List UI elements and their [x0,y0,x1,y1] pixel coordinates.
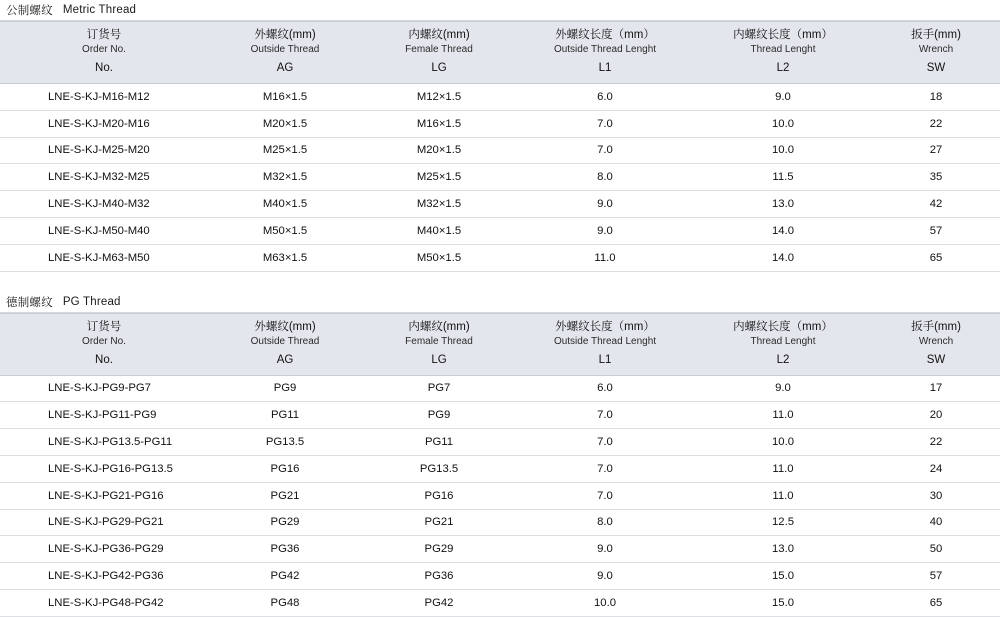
column-header [208,313,362,375]
spec-cell: 22 [872,429,1000,456]
spec-cell: PG29 [362,536,516,563]
table-header-row [0,22,1000,84]
spec-cell: 10.0 [516,589,694,616]
spec-cell: PG21 [208,482,362,509]
spec-cell: PG42 [362,589,516,616]
spec-cell: 12.5 [694,509,872,536]
column-header-en: Thread Lenght [750,335,816,347]
spec-cell: PG29 [208,509,362,536]
table-row [0,429,1000,456]
spec-cell: PG42 [208,563,362,590]
column-header-en: Order No. [82,335,126,347]
spec-cell: 11.5 [694,164,872,191]
spec-cell: 7.0 [516,402,694,429]
spec-cell: M20×1.5 [362,137,516,164]
spec-cell: 57 [872,563,1000,590]
order-number-cell: LNE-S-KJ-PG9-PG7 [0,375,208,402]
spec-cell: M16×1.5 [208,84,362,111]
column-header-en: Outside Thread Lenght [553,44,657,55]
column-header-symbol: L2 [776,62,790,74]
spec-cell: PG21 [362,509,516,536]
column-header-symbol: L2 [776,353,790,366]
spec-cell: 14.0 [694,217,872,244]
spec-cell: M50×1.5 [362,244,516,271]
table-row [0,536,1000,563]
spec-cell: PG7 [362,375,516,402]
spec-cell: 9.0 [516,191,694,218]
spec-cell: 35 [872,164,1000,191]
spec-cell: 7.0 [516,137,694,164]
column-header [0,22,208,84]
spec-cell: PG36 [208,536,362,563]
spec-cell: 7.0 [516,429,694,456]
order-number-cell: LNE-S-KJ-PG42-PG36 [0,563,208,590]
spec-cell: 42 [872,191,1000,218]
column-header-cn: 扳手(mm) [911,320,961,333]
table-row [0,217,1000,244]
section-caption-cn: 公制螺纹 [6,5,53,17]
spec-cell: PG13.5 [208,429,362,456]
column-header-en: Outside Thread [250,335,320,347]
table-row [0,509,1000,536]
spec-cell: 15.0 [694,589,872,616]
spec-cell: 9.0 [516,536,694,563]
column-header-en: Outside Thread [250,44,320,55]
spec-table [0,21,1000,272]
column-header-symbol: No. [95,353,113,366]
column-header [872,313,1000,375]
column-header-symbol: SW [926,62,946,74]
section-caption-en: Metric Thread [62,4,137,16]
table-row [0,191,1000,218]
spec-cell: M25×1.5 [208,137,362,164]
column-header [362,22,516,84]
order-number-cell: LNE-S-KJ-M16-M12 [0,84,208,111]
column-header-symbol: LG [431,353,447,366]
column-header-cn: 外螺纹长度（mm） [555,320,655,333]
spec-cell: 57 [872,217,1000,244]
spec-cell: 65 [872,244,1000,271]
column-header-symbol: L1 [598,353,612,366]
spec-table [0,313,1000,617]
column-header-cn: 外螺纹(mm) [254,320,316,333]
order-number-cell: LNE-S-KJ-PG48-PG42 [0,589,208,616]
spec-cell: 14.0 [694,244,872,271]
table-row [0,589,1000,616]
spec-cell: 9.0 [694,375,872,402]
column-header-cn: 订货号 [86,29,122,41]
spec-cell: PG9 [362,402,516,429]
column-header-en: Thread Lenght [750,44,816,55]
column-header [516,22,694,84]
spec-cell: 13.0 [694,536,872,563]
column-header-cn: 订货号 [86,320,122,333]
spec-cell: M32×1.5 [208,164,362,191]
spec-cell: 30 [872,482,1000,509]
spec-cell: 7.0 [516,455,694,482]
column-header-cn: 内螺纹长度（mm） [733,320,833,333]
order-number-cell: LNE-S-KJ-M40-M32 [0,191,208,218]
order-number-cell: LNE-S-KJ-M25-M20 [0,137,208,164]
column-header-en: Wrench [918,44,954,55]
column-header-symbol: AG [276,353,294,366]
column-header-cn: 外螺纹长度（mm） [555,29,655,41]
spec-cell: M16×1.5 [362,110,516,137]
spec-cell: 10.0 [694,429,872,456]
table-row [0,375,1000,402]
column-header-en: Wrench [918,335,954,347]
spec-cell: 17 [872,375,1000,402]
table-row [0,563,1000,590]
column-header-cn: 内螺纹长度（mm） [733,29,833,41]
table-row [0,482,1000,509]
spec-cell: 7.0 [516,110,694,137]
spec-cell: 50 [872,536,1000,563]
column-header-symbol: No. [95,62,113,74]
spec-cell: M20×1.5 [208,110,362,137]
spec-cell: 7.0 [516,482,694,509]
column-header-cn: 内螺纹(mm) [408,29,470,41]
spec-cell: 8.0 [516,509,694,536]
order-number-cell: LNE-S-KJ-M50-M40 [0,217,208,244]
section-caption-en: PG Thread [62,295,121,308]
spec-cell: PG16 [362,482,516,509]
order-number-cell: LNE-S-KJ-M20-M16 [0,110,208,137]
spec-cell: 65 [872,589,1000,616]
section-caption [0,292,1000,313]
column-header [362,313,516,375]
column-header [694,22,872,84]
table-row [0,84,1000,111]
spec-cell: 11.0 [694,482,872,509]
spec-cell: PG36 [362,563,516,590]
spec-cell: 6.0 [516,375,694,402]
spec-cell: M40×1.5 [362,217,516,244]
spec-cell: 15.0 [694,563,872,590]
column-header-en: Female Thread [405,335,473,347]
column-header-cn: 内螺纹(mm) [408,320,470,333]
spec-cell: M50×1.5 [208,217,362,244]
spec-cell: PG16 [208,455,362,482]
column-header-en: Female Thread [405,44,473,55]
spec-cell: 9.0 [516,217,694,244]
spec-cell: PG11 [362,429,516,456]
spec-cell: 27 [872,137,1000,164]
order-number-cell: LNE-S-KJ-PG16-PG13.5 [0,455,208,482]
section-gap [0,272,1000,292]
table-row [0,455,1000,482]
spec-cell: 9.0 [694,84,872,111]
table-row [0,137,1000,164]
order-number-cell: LNE-S-KJ-M63-M50 [0,244,208,271]
column-header [872,22,1000,84]
order-number-cell: LNE-S-KJ-PG29-PG21 [0,509,208,536]
spec-cell: M12×1.5 [362,84,516,111]
spec-cell: 11.0 [694,402,872,429]
spec-cell: 8.0 [516,164,694,191]
order-number-cell: LNE-S-KJ-PG11-PG9 [0,402,208,429]
order-number-cell: LNE-S-KJ-PG36-PG29 [0,536,208,563]
spec-cell: M25×1.5 [362,164,516,191]
column-header [516,313,694,375]
spec-cell: 9.0 [516,563,694,590]
table-row [0,164,1000,191]
spec-cell: 20 [872,402,1000,429]
spec-cell: 6.0 [516,84,694,111]
column-header-symbol: LG [431,62,447,74]
column-header [694,313,872,375]
spec-cell: M63×1.5 [208,244,362,271]
spec-cell: 18 [872,84,1000,111]
spec-cell: 22 [872,110,1000,137]
column-header-symbol: L1 [598,62,612,74]
spec-cell: PG48 [208,589,362,616]
table-row [0,110,1000,137]
column-header-en: Order No. [82,44,126,55]
column-header-symbol: SW [926,353,946,366]
order-number-cell: LNE-S-KJ-PG13.5-PG11 [0,429,208,456]
section-caption [0,0,1000,21]
spec-cell: 40 [872,509,1000,536]
spec-cell: PG13.5 [362,455,516,482]
spec-cell: 13.0 [694,191,872,218]
spec-cell: 11.0 [516,244,694,271]
spec-cell: 10.0 [694,110,872,137]
column-header-en: Outside Thread Lenght [553,335,657,347]
spec-cell: M40×1.5 [208,191,362,218]
spec-cell: 10.0 [694,137,872,164]
spec-cell: M32×1.5 [362,191,516,218]
order-number-cell: LNE-S-KJ-PG21-PG16 [0,482,208,509]
table-row [0,244,1000,271]
column-header-cn: 扳手(mm) [911,29,961,41]
column-header-cn: 外螺纹(mm) [254,29,316,41]
order-number-cell: LNE-S-KJ-M32-M25 [0,164,208,191]
spec-cell: 24 [872,455,1000,482]
spec-cell: 11.0 [694,455,872,482]
column-header-symbol: AG [276,62,294,74]
spec-cell: PG9 [208,375,362,402]
column-header [208,22,362,84]
table-row [0,402,1000,429]
section-caption-cn: 德制螺纹 [6,296,53,309]
table-header-row [0,313,1000,375]
spec-cell: PG11 [208,402,362,429]
column-header [0,313,208,375]
